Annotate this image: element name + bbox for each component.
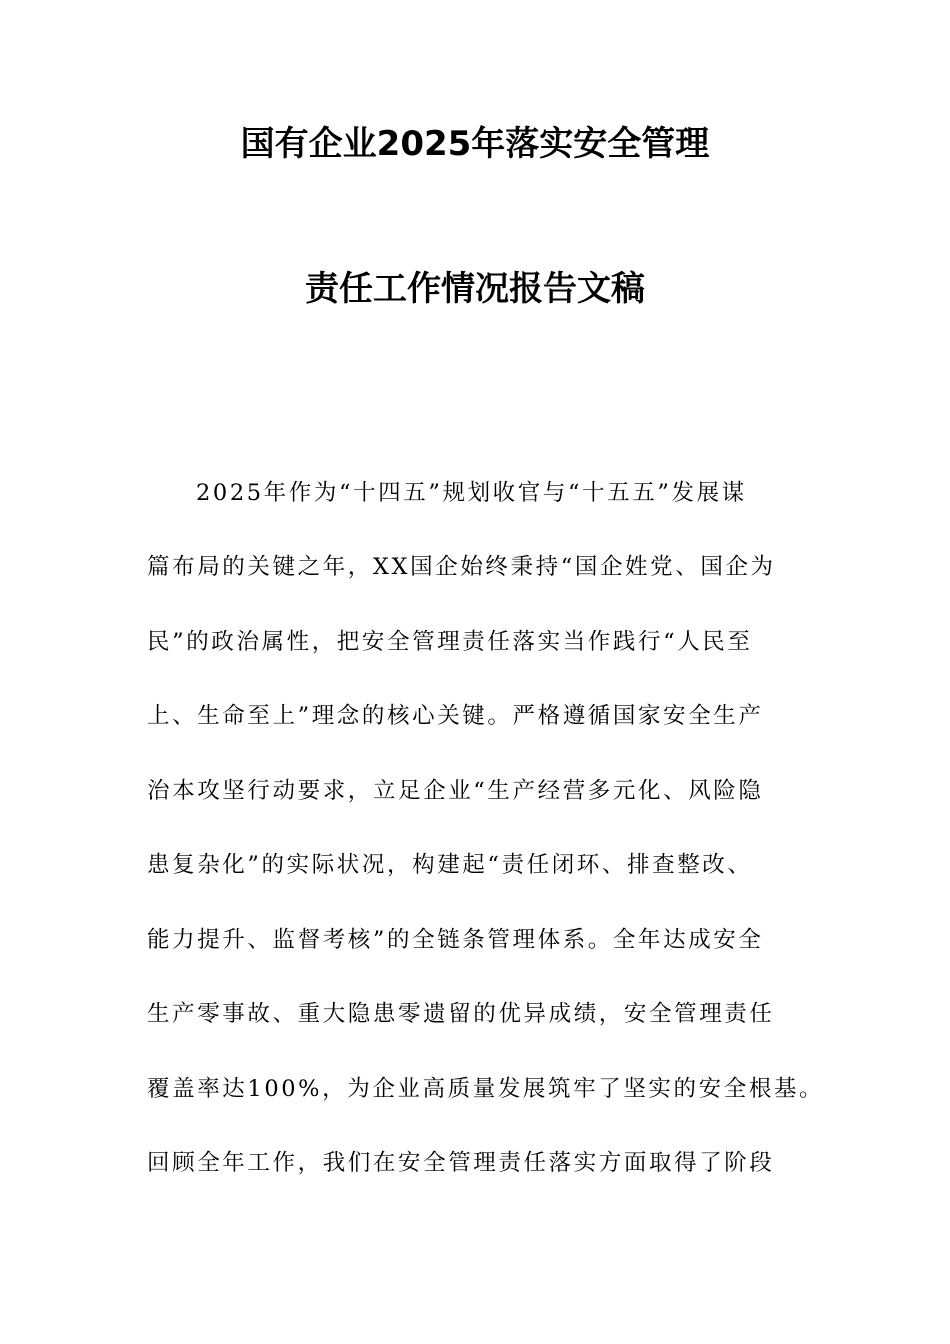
paragraph-line: 上、生命至上”理念的核心关键。严格遵循国家安全生产	[147, 703, 764, 729]
paragraph-line: 民”的政治属性，把安全管理责任落实当作践行“人民至	[147, 629, 753, 655]
paragraph-line: 治本攻坚行动要求，立足企业“生产经营多元化、风险隐	[147, 778, 764, 804]
document-title-line-2: 责任工作情况报告文稿	[305, 269, 645, 309]
paragraph-line: 生产零事故、重大隐患零遗留的优异成绩，安全管理责任	[147, 1001, 775, 1027]
paragraph-line: 患复杂化”的实际状况，构建起“责任闭环、排查整改、	[147, 852, 753, 878]
paragraph-line: 篇布局的关键之年，XX国企始终秉持“国企姓党、国企为	[147, 554, 776, 580]
document-title-line-1: 国有企业2025年落实安全管理	[240, 124, 710, 164]
paragraph-line: 2025年作为“十四五”规划收官与“十五五”发展谋	[196, 480, 747, 506]
paragraph-line: 覆盖率达100%，为企业高质量发展筑牢了坚实的安全根基。	[147, 1076, 825, 1102]
paragraph-line: 回顾全年工作，我们在安全管理责任落实方面取得了阶段	[147, 1150, 775, 1176]
paragraph-line: 能力提升、监督考核”的全链条管理体系。全年达成安全	[147, 927, 764, 953]
